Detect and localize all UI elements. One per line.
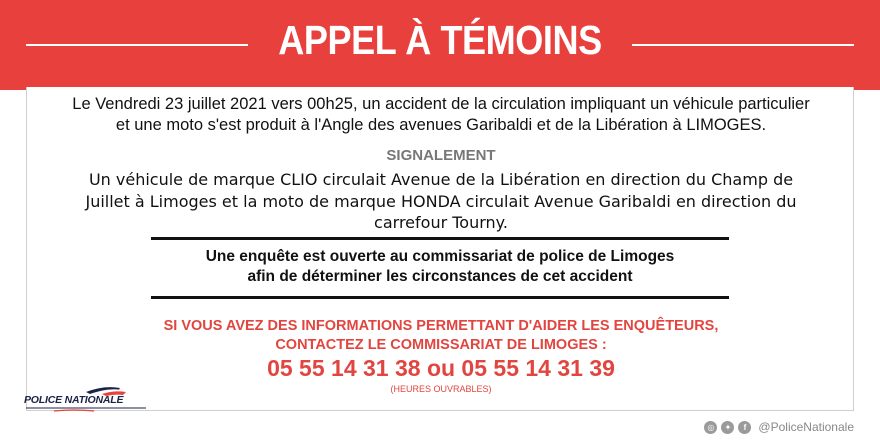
enquete-rule-top	[151, 237, 729, 240]
signalement-heading: SIGNALEMENT	[386, 147, 496, 164]
contact-appeal	[27, 317, 855, 354]
signalement-line: Juillet à Limoges et la moto de marque HONDA circulait Avenue Garibaldi en direction du	[85, 191, 797, 211]
office-hours: (HEURES OUVRABLES)	[390, 384, 492, 394]
title-divider-right	[632, 44, 854, 46]
enquete-line: afin de déterminer les circonstances de cet accident	[247, 267, 633, 285]
social-handle[interactable]: @PoliceNationale	[758, 420, 854, 434]
enquete-rule-bottom	[151, 296, 729, 299]
contact-line: CONTACTEZ LE COMMISSARIAT DE LIMOGES :	[275, 336, 607, 353]
police-nationale-logo	[24, 382, 154, 420]
notice-card	[26, 87, 854, 411]
contact-line: SI VOUS AVEZ DES INFORMATIONS PERMETTANT D'AIDER LES ENQUÊTEURS,	[163, 318, 719, 334]
page-title: APPEL À TÉMOINS	[278, 17, 602, 63]
instagram-icon[interactable]: ◎	[704, 421, 717, 434]
intro-line: et une moto s'est produit à l'Angle des avenues Garibaldi et de la Libération à LIMOGES.	[115, 116, 767, 134]
title-divider-left	[26, 44, 248, 46]
twitter-icon[interactable]: ✦	[721, 421, 734, 434]
intro-paragraph	[27, 94, 855, 136]
social-bar	[704, 419, 854, 435]
signalement-line: carrefour Tourny.	[374, 213, 508, 232]
phone-numbers[interactable]: 05 55 14 31 38 ou 05 55 14 31 39	[267, 355, 615, 381]
signalement-line: Un véhicule de marque CLIO circulait Avenue de la Libération en direction du Champ de	[88, 170, 794, 189]
logo-wordmark: POLICE NATIONALE	[24, 394, 124, 406]
signalement-paragraph	[37, 169, 845, 234]
enquete-line: Une enquête est ouverte au commissariat de police de Limoges	[205, 248, 675, 265]
intro-line: Le Vendredi 23 juillet 2021 vers 00h25, un accident de la circulation impliquant un véhicule particulier	[72, 95, 810, 113]
facebook-icon[interactable]: f	[738, 421, 751, 434]
enquete-notice	[151, 247, 729, 286]
